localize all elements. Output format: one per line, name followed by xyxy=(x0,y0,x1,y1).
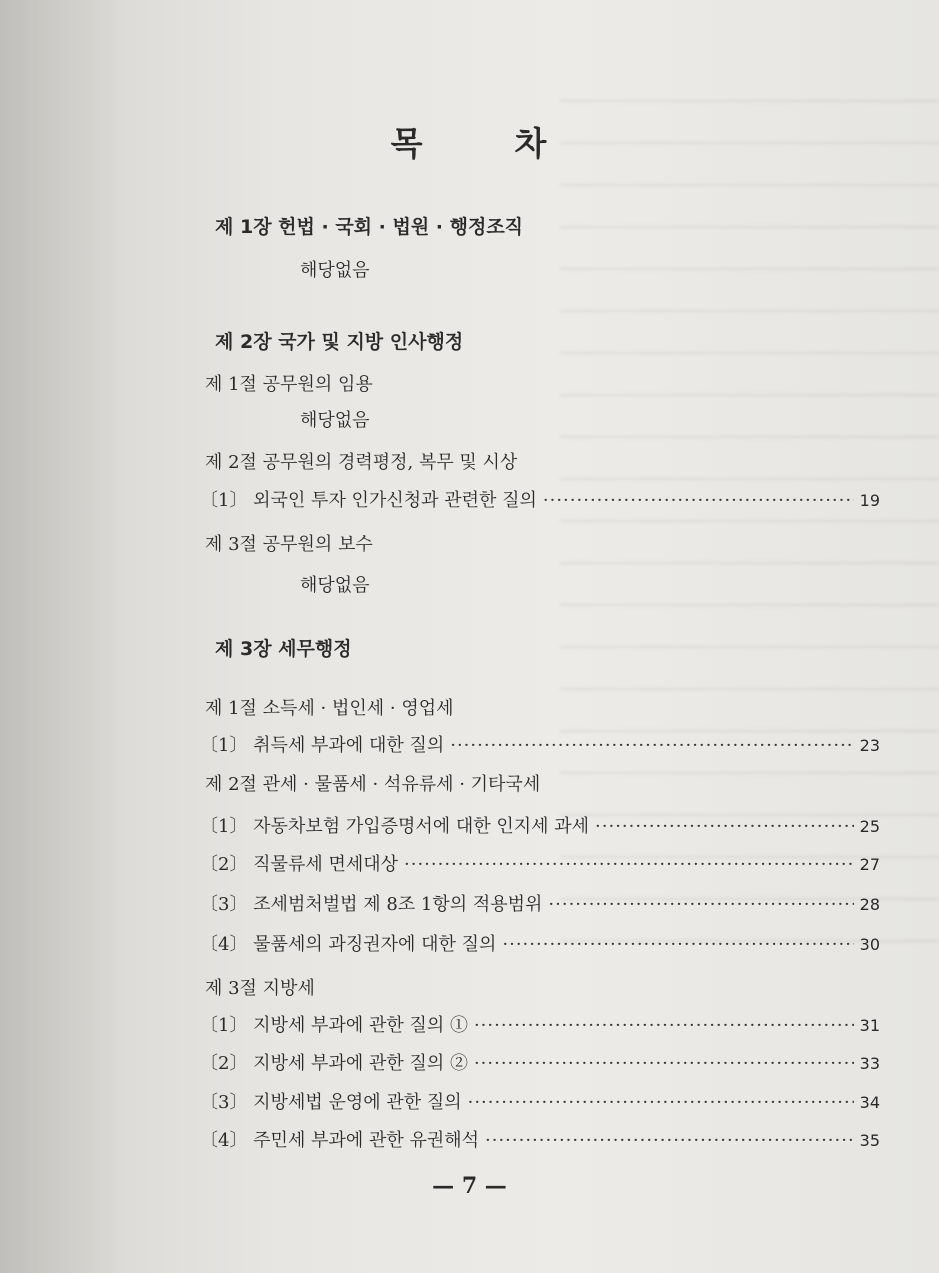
section-3-1: 제 1절 소득세 · 법인세 · 영업세 xyxy=(205,698,454,719)
leader-dots xyxy=(474,1015,854,1036)
toc-entry-label: 〔1〕 지방세 부과에 관한 질의 ① xyxy=(200,1015,468,1036)
toc-entry-page: 33 xyxy=(859,1054,880,1073)
toc-entry-label: 〔3〕 조세범처벌법 제 8조 1항의 적용범위 xyxy=(200,894,543,915)
section-2-1-none: 해당없음 xyxy=(300,410,370,431)
leader-dots xyxy=(485,1130,854,1151)
leader-dots xyxy=(502,934,853,955)
toc-entry-label: 〔2〕 직물류세 면세대상 xyxy=(200,854,398,875)
section-2-3: 제 3절 공무원의 보수 xyxy=(205,534,373,555)
toc-entry-label: 〔4〕 물품세의 과징권자에 대한 질의 xyxy=(200,934,497,955)
leader-dots xyxy=(474,1053,854,1074)
page-number: — 7 — xyxy=(432,1173,507,1199)
toc-entry-label: 〔1〕 외국인 투자 인가신청과 관련한 질의 xyxy=(200,490,537,511)
section-2-1: 제 1절 공무원의 임용 xyxy=(205,374,373,395)
toc-entry-label: 〔2〕 지방세 부과에 관한 질의 ② xyxy=(200,1053,468,1074)
toc-entry-label: 〔1〕 자동차보험 가입증명서에 대한 인지세 과세 xyxy=(200,816,590,837)
toc-entry-page: 34 xyxy=(859,1093,880,1112)
toc-entry-page: 23 xyxy=(859,736,880,755)
section-3-2: 제 2절 관세 · 물품세 · 석유류세 · 기타국세 xyxy=(205,774,541,795)
title-char-2: 차 xyxy=(514,124,549,163)
chapter-1-none: 해당없음 xyxy=(300,260,370,281)
chapter-3-title: 제 3장 세무행정 xyxy=(215,638,352,660)
toc-entry[interactable] xyxy=(200,731,880,757)
toc-entry[interactable] xyxy=(200,486,880,512)
toc-entry-label: 〔1〕 취득세 부과에 대한 질의 xyxy=(200,735,445,756)
toc-entry-page: 31 xyxy=(859,1016,880,1035)
toc-entry-label: 〔4〕 주민세 부과에 관한 유권해석 xyxy=(200,1130,479,1151)
section-3-3: 제 3절 지방세 xyxy=(205,978,315,999)
toc-entry-page: 19 xyxy=(859,491,880,510)
toc-entry[interactable] xyxy=(200,1088,880,1114)
toc-entry[interactable] xyxy=(200,850,880,876)
toc-entry[interactable] xyxy=(200,890,880,916)
toc-entry[interactable] xyxy=(200,1126,880,1152)
toc-entry-page: 27 xyxy=(859,855,880,874)
leader-dots xyxy=(404,854,854,875)
leader-dots xyxy=(548,894,853,915)
toc-entry[interactable] xyxy=(200,812,880,838)
toc-entry-page: 28 xyxy=(859,895,880,914)
toc-entry-page: 30 xyxy=(859,935,880,954)
leader-dots xyxy=(468,1092,854,1113)
leader-dots xyxy=(450,735,853,756)
section-2-2: 제 2절 공무원의 경력평정, 복무 및 시상 xyxy=(205,452,518,473)
section-2-3-none: 해당없음 xyxy=(300,575,370,596)
toc-entry-label: 〔3〕 지방세법 운영에 관한 질의 xyxy=(200,1092,462,1113)
toc-entry[interactable] xyxy=(200,1049,880,1075)
toc-entry[interactable] xyxy=(200,930,880,956)
leader-dots xyxy=(595,816,854,837)
leader-dots xyxy=(543,490,854,511)
toc-entry-page: 35 xyxy=(859,1131,880,1150)
chapter-1-title: 제 1장 헌법 · 국회 · 법원 · 행정조직 xyxy=(215,216,524,238)
title-char-1: 목 xyxy=(390,124,425,163)
chapter-2-title: 제 2장 국가 및 지방 인사행정 xyxy=(215,331,464,353)
toc-entry-page: 25 xyxy=(859,817,880,836)
toc-entry[interactable] xyxy=(200,1011,880,1037)
page-spine-shadow xyxy=(0,0,130,1273)
page-title xyxy=(0,118,939,165)
